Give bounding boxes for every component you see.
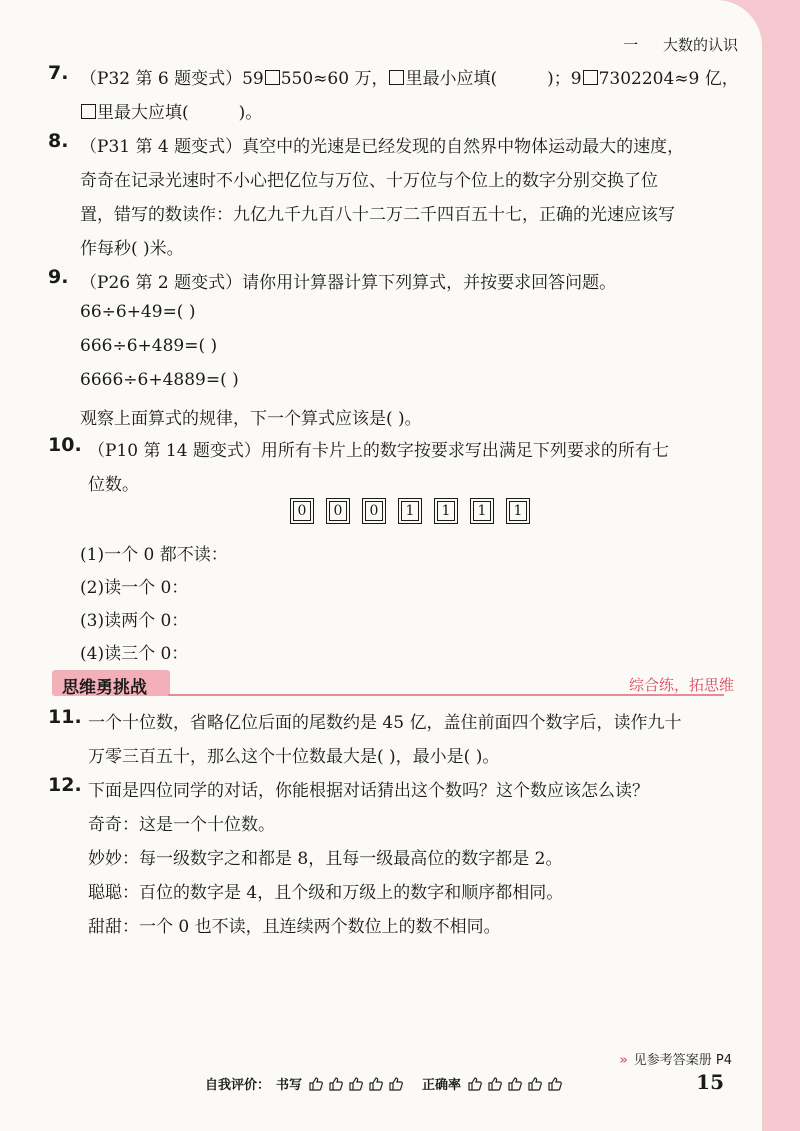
q11-number: 11.: [48, 706, 82, 728]
q9-equation: 66÷6+49=( ): [80, 302, 196, 322]
page-number: 15: [696, 1070, 724, 1094]
dialogue-line: 甜甜：一个 0 也不读，且连续两个数位上的数不相同。: [88, 917, 501, 937]
thumbs-up-icon[interactable]: [388, 1076, 404, 1092]
q7-text-d: )；9: [547, 69, 582, 89]
q10-part: (4)读三个 0：: [80, 644, 189, 664]
q7-number: 7.: [48, 62, 69, 84]
digit-card: [470, 498, 494, 524]
digit-cards: [290, 498, 530, 524]
dialogue-line: 妙妙：每一级数字之和都是 8，且每一级最高位的数字都是 2。: [88, 849, 563, 869]
answer-reference-text: 见参考答案册 P4: [633, 1053, 732, 1068]
thumbs-up-icon[interactable]: [368, 1076, 384, 1092]
q7-text-c: 里最小应填(: [405, 69, 498, 89]
accuracy-label: 正确率: [422, 1078, 462, 1093]
section-title: 思维勇挑战: [62, 678, 147, 698]
q9-equation: 666÷6+489=( ): [80, 336, 218, 356]
answer-reference: [619, 1049, 732, 1068]
self-eval-label: 自我评价：: [205, 1078, 271, 1093]
q10-part: (1)一个 0 都不读：: [80, 545, 228, 565]
q10-line: 位数。: [88, 475, 139, 495]
card-digit: 0: [329, 501, 347, 521]
section-tag: 综合练，拓思维: [628, 676, 734, 694]
q11-line: 一个十位数，省略亿位后面的尾数约是 45 亿，盖住前面四个数字后，读作九十: [88, 713, 682, 733]
self-evaluation: [205, 1074, 581, 1093]
accuracy-rating[interactable]: [467, 1076, 563, 1092]
q7-text-g: )。: [238, 103, 263, 123]
thumbs-up-icon[interactable]: [507, 1076, 523, 1092]
thumbs-up-icon[interactable]: [308, 1076, 324, 1092]
thumbs-up-icon[interactable]: [487, 1076, 503, 1092]
q10-part: (2)读一个 0：: [80, 578, 189, 598]
q7-text-b: 550≈60 万，: [280, 69, 389, 89]
digit-card: [434, 498, 458, 524]
thumbs-up-icon[interactable]: [527, 1076, 543, 1092]
thumbs-up-icon[interactable]: [467, 1076, 483, 1092]
digit-card: [398, 498, 422, 524]
dialogue-line: 奇奇：这是一个十位数。: [88, 815, 275, 835]
box-symbol: [583, 70, 598, 85]
card-digit: 1: [401, 501, 419, 521]
q7-line-1: [80, 64, 739, 89]
box-symbol: [81, 104, 96, 119]
card-digit: 1: [473, 501, 491, 521]
card-digit: 1: [509, 501, 527, 521]
card-digit: 0: [293, 501, 311, 521]
q7-text-e: 7302204≈9 亿，: [598, 69, 739, 89]
running-header: [623, 34, 738, 55]
q9-line: 观察上面算式的规律，下一个算式应该是( )。: [80, 409, 422, 429]
q12-number: 12.: [48, 774, 82, 796]
q12-line: 下面是四位同学的对话，你能根据对话猜出这个数吗？这个数应该怎么读？: [88, 781, 649, 801]
q8-line: （P31 第 4 题变式）真空中的光速是已经发现的自然界中物体运动最大的速度，: [80, 137, 685, 157]
box-symbol: [265, 70, 280, 85]
digit-card: [290, 498, 314, 524]
digit-card: [326, 498, 350, 524]
q8-line: 奇奇在记录光速时不小心把亿位与万位、十万位与个位上的数字分别交换了位: [80, 171, 658, 191]
header-title: 大数的认识: [662, 36, 738, 54]
double-chevron-icon: »: [619, 1053, 628, 1068]
box-symbol: [389, 70, 404, 85]
digit-card: [362, 498, 386, 524]
q10-number: 10.: [48, 434, 82, 456]
q10-part: (3)读两个 0：: [80, 611, 189, 631]
q9-equation: 6666÷6+4889=( ): [80, 370, 239, 390]
card-digit: 0: [365, 501, 383, 521]
thumbs-up-icon[interactable]: [348, 1076, 364, 1092]
q7-line-2: [80, 98, 262, 123]
digit-card: [506, 498, 530, 524]
card-digit: 1: [437, 501, 455, 521]
header-dash: 一: [623, 36, 639, 54]
thumbs-up-icon[interactable]: [547, 1076, 563, 1092]
q8-line: 置，错写的数读作：九亿九千九百八十二万二千四百五十七，正确的光速应该写: [80, 205, 675, 225]
q8-number: 8.: [48, 130, 69, 152]
writing-rating[interactable]: [308, 1076, 404, 1092]
thumbs-up-icon[interactable]: [328, 1076, 344, 1092]
q9-line: （P26 第 2 题变式）请你用计算器计算下列算式，并按要求回答问题。: [80, 273, 617, 293]
q7-text-f: 里最大应填(: [97, 103, 189, 123]
q10-line: （P10 第 14 题变式）用所有卡片上的数字按要求写出满足下列要求的所有七: [88, 441, 669, 461]
dialogue-line: 聪聪：百位的数字是 4，且个级和万级上的数字和顺序都相同。: [88, 883, 564, 903]
q11-line: 万零三百五十，那么这个十位数最大是( )，最小是( )。: [88, 747, 500, 767]
q8-line: 作每秒( )米。: [80, 239, 184, 259]
q7-text-a: （P32 第 6 题变式）59: [80, 69, 264, 89]
writing-label: 书写: [276, 1078, 303, 1093]
q9-number: 9.: [48, 266, 69, 288]
